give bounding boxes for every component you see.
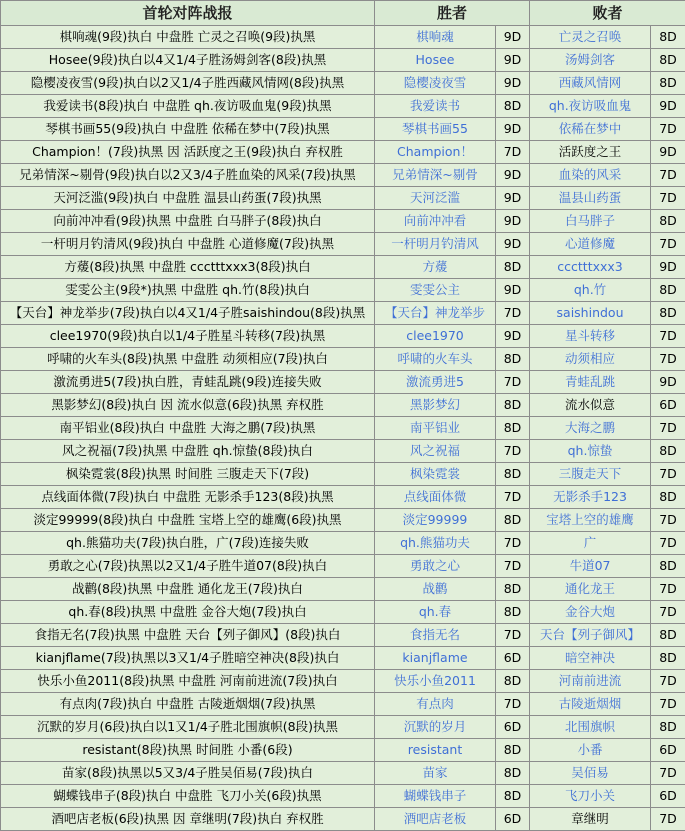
table-row (1, 716, 685, 739)
table-row (1, 164, 685, 187)
winner-rank-cell: 8D (496, 348, 530, 371)
loser-rank-cell: 6D (651, 785, 685, 808)
winner-name-link[interactable]: qh.春 (375, 601, 496, 624)
loser-name-link[interactable]: 牛道07 (530, 555, 651, 578)
match-record-cell: 一杆明月钓清风(9段)执白 中盘胜 心道修魔(7段)执黑 (1, 233, 375, 256)
winner-name-link[interactable]: 点线面体微 (375, 486, 496, 509)
table-row (1, 72, 685, 95)
winner-rank-cell: 7D (496, 555, 530, 578)
winner-name-link[interactable]: 呼啸的火车头 (375, 348, 496, 371)
table-row (1, 762, 685, 785)
loser-rank-cell: 7D (651, 325, 685, 348)
loser-name-link[interactable]: 宝塔上空的雄鹰 (530, 509, 651, 532)
loser-name-link[interactable]: qh.竹 (530, 279, 651, 302)
winner-rank-cell: 9D (496, 210, 530, 233)
loser-rank-cell: 8D (651, 555, 685, 578)
winner-name-link[interactable]: 风之祝福 (375, 440, 496, 463)
winner-rank-cell: 7D (496, 693, 530, 716)
table-row (1, 187, 685, 210)
loser-rank-cell: 8D (651, 279, 685, 302)
loser-name-link[interactable]: 广 (530, 532, 651, 555)
match-record-cell: 雯雯公主(9段*)执黑 中盘胜 qh.竹(8段)执白 (1, 279, 375, 302)
table-row (1, 256, 685, 279)
loser-name-link[interactable]: 白马胖子 (530, 210, 651, 233)
winner-rank-cell: 6D (496, 716, 530, 739)
winner-name-link[interactable]: 勇敢之心 (375, 555, 496, 578)
loser-name-link[interactable]: 吴佰易 (530, 762, 651, 785)
match-record-cell: 酒吧店老板(6段)执黑 因 章继明(7段)执白 弃权胜 (1, 808, 375, 831)
match-record-cell: 棋响魂(9段)执白 中盘胜 亡灵之召唤(9段)执黑 (1, 26, 375, 49)
winner-rank-cell: 7D (496, 302, 530, 325)
loser-rank-cell: 7D (651, 417, 685, 440)
loser-rank-cell: 7D (651, 118, 685, 141)
match-record-cell: 隐樱凌夜雪(9段)执白以2又1/4子胜西藏风情网(8段)执黑 (1, 72, 375, 95)
winner-name-link[interactable]: 沉默的岁月 (375, 716, 496, 739)
winner-name-link[interactable]: 激流勇进5 (375, 371, 496, 394)
winner-name-link[interactable]: 琴棋书画55 (375, 118, 496, 141)
winner-rank-cell: 7D (496, 371, 530, 394)
winner-rank-cell: 8D (496, 739, 530, 762)
loser-rank-cell: 8D (651, 716, 685, 739)
winner-name-link[interactable]: 苗家 (375, 762, 496, 785)
winner-name-link[interactable]: 【天台】神龙举步 (375, 302, 496, 325)
winner-rank-cell: 9D (496, 72, 530, 95)
table-row (1, 371, 685, 394)
table-row (1, 509, 685, 532)
winner-name-link[interactable]: kianjflame (375, 647, 496, 670)
loser-rank-cell: 6D (651, 394, 685, 417)
loser-name-link[interactable]: 依稀在梦中 (530, 118, 651, 141)
loser-rank-cell: 7D (651, 578, 685, 601)
table-row (1, 302, 685, 325)
loser-name-link[interactable]: 古陵逝烟烟 (530, 693, 651, 716)
table-row (1, 693, 685, 716)
match-record-cell: 食指无名(7段)执黑 中盘胜 天台【列子御风】(8段)执白 (1, 624, 375, 647)
match-record-cell: 勇敢之心(7段)执黑以2又1/4子胜牛道07(8段)执白 (1, 555, 375, 578)
loser-name-link[interactable]: 大海之鹏 (530, 417, 651, 440)
loser-rank-cell: 7D (651, 601, 685, 624)
loser-name-link[interactable]: 飞刀小关 (530, 785, 651, 808)
loser-name-link[interactable]: 动须相应 (530, 348, 651, 371)
loser-name-link[interactable]: 三腹走天下 (530, 463, 651, 486)
table-row (1, 808, 685, 831)
winner-rank-cell: 9D (496, 164, 530, 187)
loser-name-cell: 流水似意 (530, 394, 651, 417)
winner-rank-cell: 7D (496, 532, 530, 555)
winner-rank-cell: 6D (496, 808, 530, 831)
table-row (1, 26, 685, 49)
table-row (1, 486, 685, 509)
match-record-cell: 淡定99999(8段)执白 中盘胜 宝塔上空的雄鹰(6段)执黑 (1, 509, 375, 532)
match-record-cell: Hosee(9段)执白以4又1/4子胜汤姆剑客(8段)执黑 (1, 49, 375, 72)
table-row (1, 95, 685, 118)
winner-rank-cell: 7D (496, 624, 530, 647)
loser-name-link[interactable]: 心道修魔 (530, 233, 651, 256)
loser-rank-cell: 8D (651, 49, 685, 72)
table-row (1, 532, 685, 555)
winner-name-link[interactable]: resistant (375, 739, 496, 762)
header-winner: 胜者 (375, 1, 530, 26)
table-row (1, 394, 685, 417)
winner-name-link[interactable]: 隐樱凌夜雪 (375, 72, 496, 95)
winner-rank-cell: 8D (496, 463, 530, 486)
winner-rank-cell: 8D (496, 670, 530, 693)
table-row (1, 670, 685, 693)
match-record-cell: 蝴蝶钱串子(8段)执白 中盘胜 飞刀小关(6段)执黑 (1, 785, 375, 808)
winner-name-link[interactable]: 雯雯公主 (375, 279, 496, 302)
table-row (1, 233, 685, 256)
loser-name-link[interactable]: 青蛙乱跳 (530, 371, 651, 394)
winner-name-link[interactable]: 蝴蝶钱串子 (375, 785, 496, 808)
winner-name-link[interactable]: 枫染霓裳 (375, 463, 496, 486)
match-record-cell: 兄弟情深~剔骨(9段)执白以2又3/4子胜血染的风采(7段)执黑 (1, 164, 375, 187)
table-row (1, 601, 685, 624)
table-row (1, 325, 685, 348)
winner-name-link[interactable]: 食指无名 (375, 624, 496, 647)
winner-rank-cell: 9D (496, 279, 530, 302)
table-row (1, 739, 685, 762)
winner-name-link[interactable]: clee1970 (375, 325, 496, 348)
loser-rank-cell: 8D (651, 647, 685, 670)
winner-rank-cell: 8D (496, 394, 530, 417)
table-row (1, 463, 685, 486)
winner-rank-cell: 9D (496, 187, 530, 210)
winner-rank-cell: 7D (496, 141, 530, 164)
loser-name-link[interactable]: 通化龙王 (530, 578, 651, 601)
winner-rank-cell: 7D (496, 440, 530, 463)
winner-rank-cell: 8D (496, 417, 530, 440)
winner-rank-cell: 9D (496, 49, 530, 72)
winner-name-link[interactable]: 兄弟情深~剔骨 (375, 164, 496, 187)
winner-rank-cell: 8D (496, 256, 530, 279)
match-record-cell: 有点肉(7段)执白 中盘胜 古陵逝烟烟(7段)执黑 (1, 693, 375, 716)
table-row (1, 417, 685, 440)
table-row (1, 118, 685, 141)
winner-rank-cell: 8D (496, 578, 530, 601)
table-body (1, 26, 685, 831)
winner-name-link[interactable]: 黑影梦幻 (375, 394, 496, 417)
match-record-cell: 【天台】神龙举步(7段)执白以4又1/4子胜saishindou(8段)执黑 (1, 302, 375, 325)
loser-name-cell: 活跃度之王 (530, 141, 651, 164)
match-record-cell: 黑影梦幻(8段)执白 因 流水似意(6段)执黑 弃权胜 (1, 394, 375, 417)
match-record-cell: 风之祝福(7段)执黑 中盘胜 qh.惊蛰(8段)执白 (1, 440, 375, 463)
table-row (1, 279, 685, 302)
header-loser: 败者 (530, 1, 685, 26)
loser-name-link[interactable]: qh.惊蛰 (530, 440, 651, 463)
header-record: 首轮对阵战报 (1, 1, 375, 26)
table-row (1, 624, 685, 647)
header-row (1, 1, 685, 26)
winner-rank-cell: 8D (496, 762, 530, 785)
loser-name-link[interactable]: 暗空神决 (530, 647, 651, 670)
winner-rank-cell: 8D (496, 95, 530, 118)
match-record-cell: Champion！(7段)执黑 因 活跃度之王(9段)执白 弃权胜 (1, 141, 375, 164)
loser-rank-cell: 7D (651, 532, 685, 555)
loser-rank-cell: 8D (651, 26, 685, 49)
loser-name-link[interactable]: 汤姆剑客 (530, 49, 651, 72)
winner-name-link[interactable]: 天河泛滥 (375, 187, 496, 210)
loser-rank-cell: 7D (651, 509, 685, 532)
loser-name-link[interactable]: qh.夜访吸血鬼 (530, 95, 651, 118)
match-record-cell: kianjflame(7段)执黑以3又1/4子胜暗空神决(8段)执白 (1, 647, 375, 670)
match-record-cell: clee1970(9段)执白以1/4子胜星斗转移(7段)执黑 (1, 325, 375, 348)
table-row (1, 440, 685, 463)
loser-name-link[interactable]: 亡灵之召唤 (530, 26, 651, 49)
match-record-cell: resistant(8段)执黑 时间胜 小番(6段) (1, 739, 375, 762)
match-record-cell: 向前冲冲看(9段)执黑 中盘胜 白马胖子(8段)执白 (1, 210, 375, 233)
winner-rank-cell: 8D (496, 509, 530, 532)
match-record-cell: 我爱读书(8段)执白 中盘胜 qh.夜访吸血鬼(9段)执黑 (1, 95, 375, 118)
loser-rank-cell: 7D (651, 187, 685, 210)
loser-rank-cell: 8D (651, 486, 685, 509)
match-record-cell: 方蕿(8段)执黑 中盘胜 ccctttxxx3(8段)执白 (1, 256, 375, 279)
winner-rank-cell: 9D (496, 26, 530, 49)
table-row (1, 578, 685, 601)
loser-name-link[interactable]: 无影杀手123 (530, 486, 651, 509)
match-record-cell: 点线面体微(7段)执白 中盘胜 无影杀手123(8段)执黑 (1, 486, 375, 509)
loser-name-link[interactable]: 河南前进流 (530, 670, 651, 693)
loser-name-link[interactable]: 金谷大炮 (530, 601, 651, 624)
loser-rank-cell: 7D (651, 463, 685, 486)
winner-name-link[interactable]: 快乐小鱼2011 (375, 670, 496, 693)
loser-rank-cell: 6D (651, 739, 685, 762)
winner-rank-cell: 8D (496, 785, 530, 808)
winner-name-link[interactable]: 我爱读书 (375, 95, 496, 118)
match-record-cell: 天河泛滥(9段)执白 中盘胜 温县山药蛋(7段)执黑 (1, 187, 375, 210)
loser-rank-cell: 9D (651, 95, 685, 118)
loser-rank-cell: 8D (651, 210, 685, 233)
loser-name-link[interactable]: 星斗转移 (530, 325, 651, 348)
loser-rank-cell: 7D (651, 808, 685, 831)
table-row (1, 785, 685, 808)
match-record-cell: 枫染霓裳(8段)执黑 时间胜 三腹走天下(7段) (1, 463, 375, 486)
match-record-cell: 琴棋书画55(9段)执白 中盘胜 依稀在梦中(7段)执黑 (1, 118, 375, 141)
match-record-cell: 南平铝业(8段)执白 中盘胜 大海之鹏(7段)执黑 (1, 417, 375, 440)
winner-name-link[interactable]: 酒吧店老板 (375, 808, 496, 831)
winner-name-link[interactable]: Hosee (375, 49, 496, 72)
table-row (1, 647, 685, 670)
loser-name-link[interactable]: 北围旗帜 (530, 716, 651, 739)
loser-rank-cell: 9D (651, 141, 685, 164)
match-record-cell: 战鹳(8段)执黑 中盘胜 通化龙王(7段)执白 (1, 578, 375, 601)
winner-rank-cell: 9D (496, 118, 530, 141)
winner-name-link[interactable]: 南平铝业 (375, 417, 496, 440)
winner-rank-cell: 9D (496, 325, 530, 348)
loser-name-link[interactable]: saishindou (530, 302, 651, 325)
loser-rank-cell: 7D (651, 762, 685, 785)
winner-name-link[interactable]: 淡定99999 (375, 509, 496, 532)
loser-name-link[interactable]: 血染的风采 (530, 164, 651, 187)
winner-name-link[interactable]: 棋响魂 (375, 26, 496, 49)
match-record-cell: 苗家(8段)执黑以5又3/4子胜吴佰易(7段)执白 (1, 762, 375, 785)
winner-name-link[interactable]: 向前冲冲看 (375, 210, 496, 233)
loser-rank-cell: 7D (651, 670, 685, 693)
match-record-cell: 快乐小鱼2011(8段)执黑 中盘胜 河南前进流(7段)执白 (1, 670, 375, 693)
table-row (1, 348, 685, 371)
loser-rank-cell: 7D (651, 693, 685, 716)
loser-rank-cell: 9D (651, 371, 685, 394)
loser-name-link[interactable]: 小番 (530, 739, 651, 762)
loser-name-link[interactable]: ccctttxxx3 (530, 256, 651, 279)
winner-rank-cell: 8D (496, 601, 530, 624)
loser-rank-cell: 8D (651, 72, 685, 95)
loser-name-link[interactable]: 天台【列子御风】 (530, 624, 651, 647)
loser-rank-cell: 8D (651, 302, 685, 325)
winner-name-link[interactable]: 战鹳 (375, 578, 496, 601)
loser-rank-cell: 7D (651, 164, 685, 187)
winner-rank-cell: 9D (496, 233, 530, 256)
loser-name-cell: 章继明 (530, 808, 651, 831)
loser-name-link[interactable]: 温县山药蛋 (530, 187, 651, 210)
winner-name-link[interactable]: 有点肉 (375, 693, 496, 716)
loser-rank-cell: 7D (651, 233, 685, 256)
match-record-cell: 激流勇进5(7段)执白胜，青蛙乱跳(9段)连接失败 (1, 371, 375, 394)
winner-name-link[interactable]: qh.熊猫功夫 (375, 532, 496, 555)
match-record-cell: 呼啸的火车头(8段)执黑 中盘胜 动须相应(7段)执白 (1, 348, 375, 371)
winner-rank-cell: 6D (496, 647, 530, 670)
loser-rank-cell: 8D (651, 440, 685, 463)
winner-name-link[interactable]: 方蕿 (375, 256, 496, 279)
match-record-cell: qh.熊猫功夫(7段)执白胜，广(7段)连接失败 (1, 532, 375, 555)
table-row (1, 210, 685, 233)
winner-name-link[interactable]: 一杆明月钓清风 (375, 233, 496, 256)
table-row (1, 49, 685, 72)
loser-rank-cell: 8D (651, 624, 685, 647)
match-record-cell: 沉默的岁月(6段)执白以1又1/4子胜北围旗帜(8段)执黑 (1, 716, 375, 739)
table-row (1, 555, 685, 578)
winner-name-link[interactable]: Champion！ (375, 141, 496, 164)
loser-rank-cell: 7D (651, 348, 685, 371)
loser-rank-cell: 9D (651, 256, 685, 279)
match-record-cell: qh.春(8段)执黑 中盘胜 金谷大炮(7段)执白 (1, 601, 375, 624)
loser-name-link[interactable]: 西藏风情网 (530, 72, 651, 95)
table-row (1, 141, 685, 164)
winner-rank-cell: 7D (496, 486, 530, 509)
